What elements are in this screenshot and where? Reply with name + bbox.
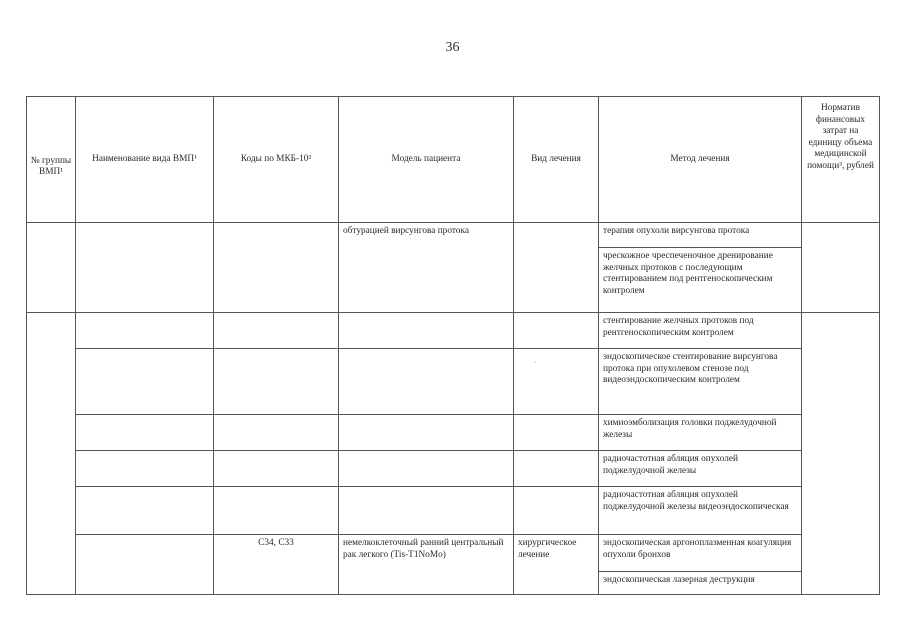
icd-codes-cell: С34, С33 (214, 535, 339, 595)
table-row (27, 313, 880, 349)
vmp-name-cell (76, 313, 214, 349)
method-cell: эндоскопическая лазерная деструкция (599, 572, 802, 595)
treatment-type-cell (514, 313, 599, 349)
treatment-type-cell (514, 451, 599, 487)
header-treatment-method: Метод лечения (599, 97, 802, 223)
method-cell: эндоскопическая аргоноплазменная коагуляция опухоли бронхов (599, 535, 802, 572)
icd-codes-cell (214, 487, 339, 535)
treatment-type-cell (514, 223, 599, 313)
patient-model-cell (339, 349, 514, 415)
patient-model-cell: немелкоклеточный ранний центральный рак легкого (Tis-T1NoMo) (339, 535, 514, 595)
table-row (27, 415, 880, 451)
patient-model-cell (339, 313, 514, 349)
vmp-name-cell (76, 349, 214, 415)
method-cell: чрескожное чреспеченочное дренирование желчных протоков с последующим стентированием под рентгеноскопическим контролем (599, 248, 802, 313)
header-patient-model: Модель пациента (339, 97, 514, 223)
vmp-name-cell (76, 223, 214, 313)
vmp-table (26, 96, 880, 595)
table-row (27, 487, 880, 535)
header-cost-norm: Норматив финансовых затрат на единицу объема медицинской помощи³, рублей (802, 97, 880, 223)
treatment-type-cell (514, 415, 599, 451)
method-cell: радиочастотная абляция опухолей поджелудочной железы видеоэндоскопическая (599, 487, 802, 535)
method-cell: радиочастотная абляция опухолей поджелудочной железы (599, 451, 802, 487)
icd-codes-cell (214, 313, 339, 349)
table-header-row (27, 97, 880, 223)
vmp-name-cell (76, 451, 214, 487)
method-cell: эндоскопическое стентирование вирсунгова протока при опухолевом стенозе под видеоэндоскопическим контролем (599, 349, 802, 415)
treatment-type-cell: хирургическое лечение (514, 535, 599, 595)
patient-model-cell (339, 487, 514, 535)
cost-norm-cell (802, 313, 880, 595)
method-cell: химиоэмболизация головки поджелудочной железы (599, 415, 802, 451)
cost-norm-cell (802, 223, 880, 313)
patient-model-cell (339, 415, 514, 451)
treatment-type-cell (514, 349, 599, 415)
icd-codes-cell (214, 451, 339, 487)
table-row (27, 535, 880, 572)
page-number: 36 (445, 40, 460, 55)
icd-codes-cell (214, 349, 339, 415)
stray-mark: · (534, 358, 537, 367)
table-row (27, 349, 880, 415)
icd-codes-cell (214, 223, 339, 313)
patient-model-cell (339, 451, 514, 487)
group-no-cell (27, 223, 76, 313)
method-cell: стентирование желчных протоков под рентгеноскопическим контролем (599, 313, 802, 349)
header-treatment-type: Вид лечения (514, 97, 599, 223)
header-group-no: № группы ВМП¹ (27, 97, 76, 223)
table-row (27, 451, 880, 487)
header-vmp-name: Наименование вида ВМП¹ (76, 97, 214, 223)
vmp-name-cell (76, 415, 214, 451)
vmp-name-cell (76, 487, 214, 535)
patient-model-cell: обтурацией вирсунгова протока (339, 223, 514, 313)
icd-codes-cell (214, 415, 339, 451)
header-icd-codes: Коды по МКБ-10² (214, 97, 339, 223)
method-cell: терапия опухоли вирсунгова протока (599, 223, 802, 248)
vmp-name-cell (76, 535, 214, 595)
treatment-type-cell (514, 487, 599, 535)
group-no-cell (27, 313, 76, 595)
table-row (27, 223, 880, 248)
